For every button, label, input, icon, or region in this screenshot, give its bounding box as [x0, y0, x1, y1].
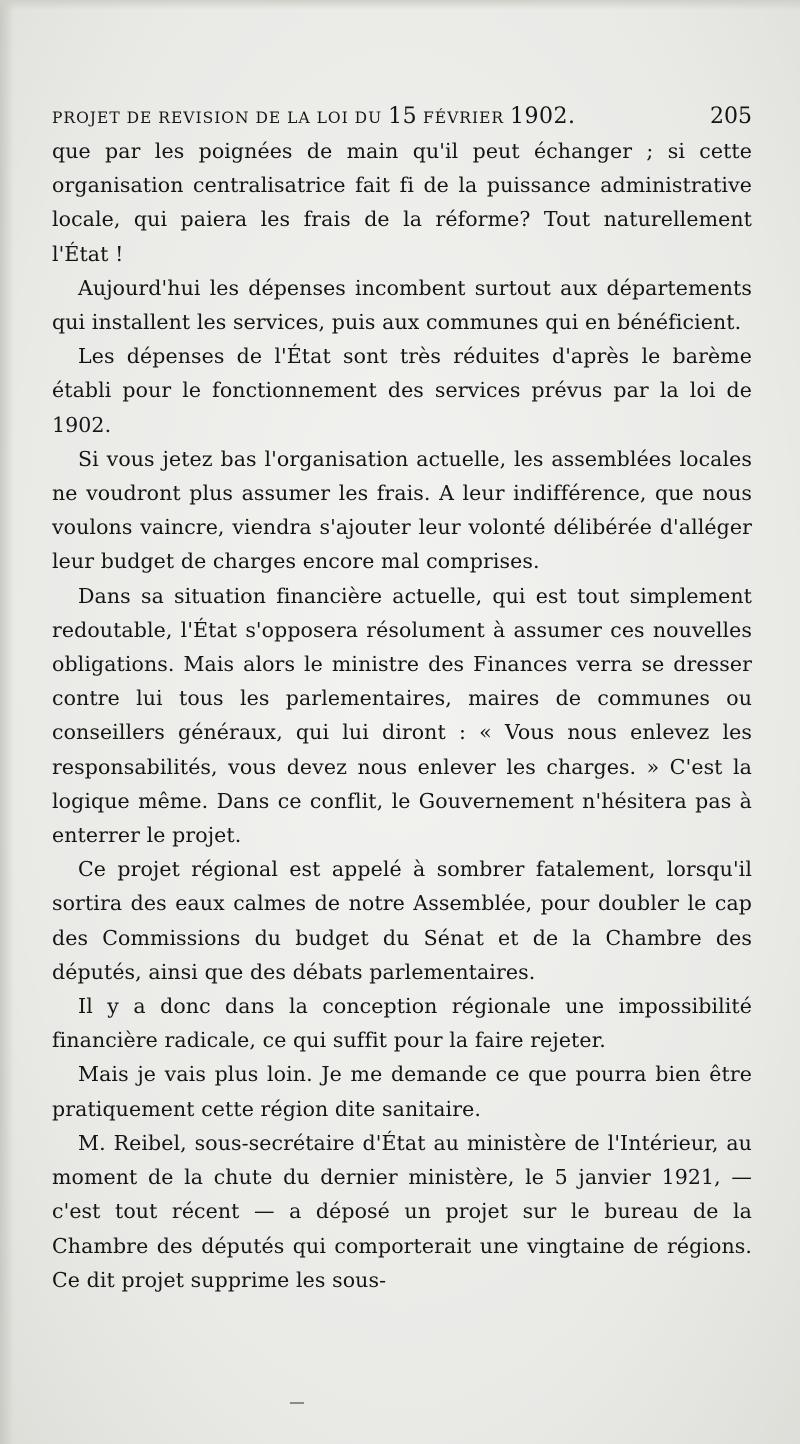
page-number: 205 — [710, 104, 752, 129]
paragraph: Si vous jetez bas l'organisation actuelle, les assemblées locales ne voudront plus assumer les frais. A leur indifférence, que nous voulons vaincre, viendra s'ajouter leur volonté délibérée d'alléger leur budget de charges encore mal comprises. — [52, 446, 752, 574]
paragraph: Il y a donc dans la conception régionale une impossibilité financière radicale, ce qui suffit pour la faire rejeter. — [52, 994, 752, 1053]
paragraph: que par les poignées de main qu'il peut échanger ; si cette organisation centralisatrice fait fi de la puissance administrative locale, qui paiera les frais de la réforme? Tout naturellement l'État ! — [52, 139, 752, 266]
page-top-shadow — [0, 0, 800, 10]
paragraph: Dans sa situation financière actuelle, qui est tout simplement redoutable, l'État s'opposera résolument à assumer ces nouvelles obligations. Mais alors le ministre des Finances verra se dresser contre lui tous les parlementaires, maires de communes ou conseillers généraux, qui lui diront : « Vous nous enlevez les responsabilités, vous devez nous enlever les charges. » C'est la logique même. Dans ce conflit, le Gouvernement n'hésitera pas à enterrer le projet. — [52, 583, 752, 848]
running-title-text: PROJET DE REVISION DE LA LOI DU — [52, 109, 383, 127]
paragraph: Aujourd'hui les dépenses incombent surtout aux départements qui installent les services, puis aux communes qui en bénéficient. — [52, 275, 752, 335]
running-title — [52, 100, 575, 135]
running-title-day: 15 — [388, 104, 418, 129]
running-title-month: FÉVRIER — [423, 109, 505, 127]
paragraph: Les dépenses de l'État sont très réduites d'après le barème établi pour le fonctionnement des services prévus par la loi de 1902. — [52, 344, 752, 437]
body-text — [52, 134, 752, 1297]
running-title-year: 1902. — [510, 104, 576, 129]
paragraph: Ce projet régional est appelé à sombrer fatalement, lorsqu'il sortira des eaux calmes de notre Assemblée, pour doubler le cap des Commissions du budget du Sénat et de la Chambre des députés, ainsi que des débats parlementaires. — [52, 857, 752, 984]
text-block — [52, 100, 752, 1297]
ink-mark — [290, 1402, 304, 1404]
paragraph: M. Reibel, sous-secrétaire d'État au ministère de l'Intérieur, au moment de la chute du dernier ministère, le 5 janvier 1921, — c'est tout récent — a déposé un projet sur le bureau de la Chambre des députés qui comporterait une vingtaine de régions. Ce dit projet supprime les sous- — [52, 1130, 752, 1292]
running-head — [52, 100, 752, 134]
page-edge-shadow — [0, 0, 14, 1444]
paragraph: Mais je vais plus loin. Je me demande ce que pourra bien être pratiquement cette région dite sanitaire. — [52, 1062, 752, 1121]
